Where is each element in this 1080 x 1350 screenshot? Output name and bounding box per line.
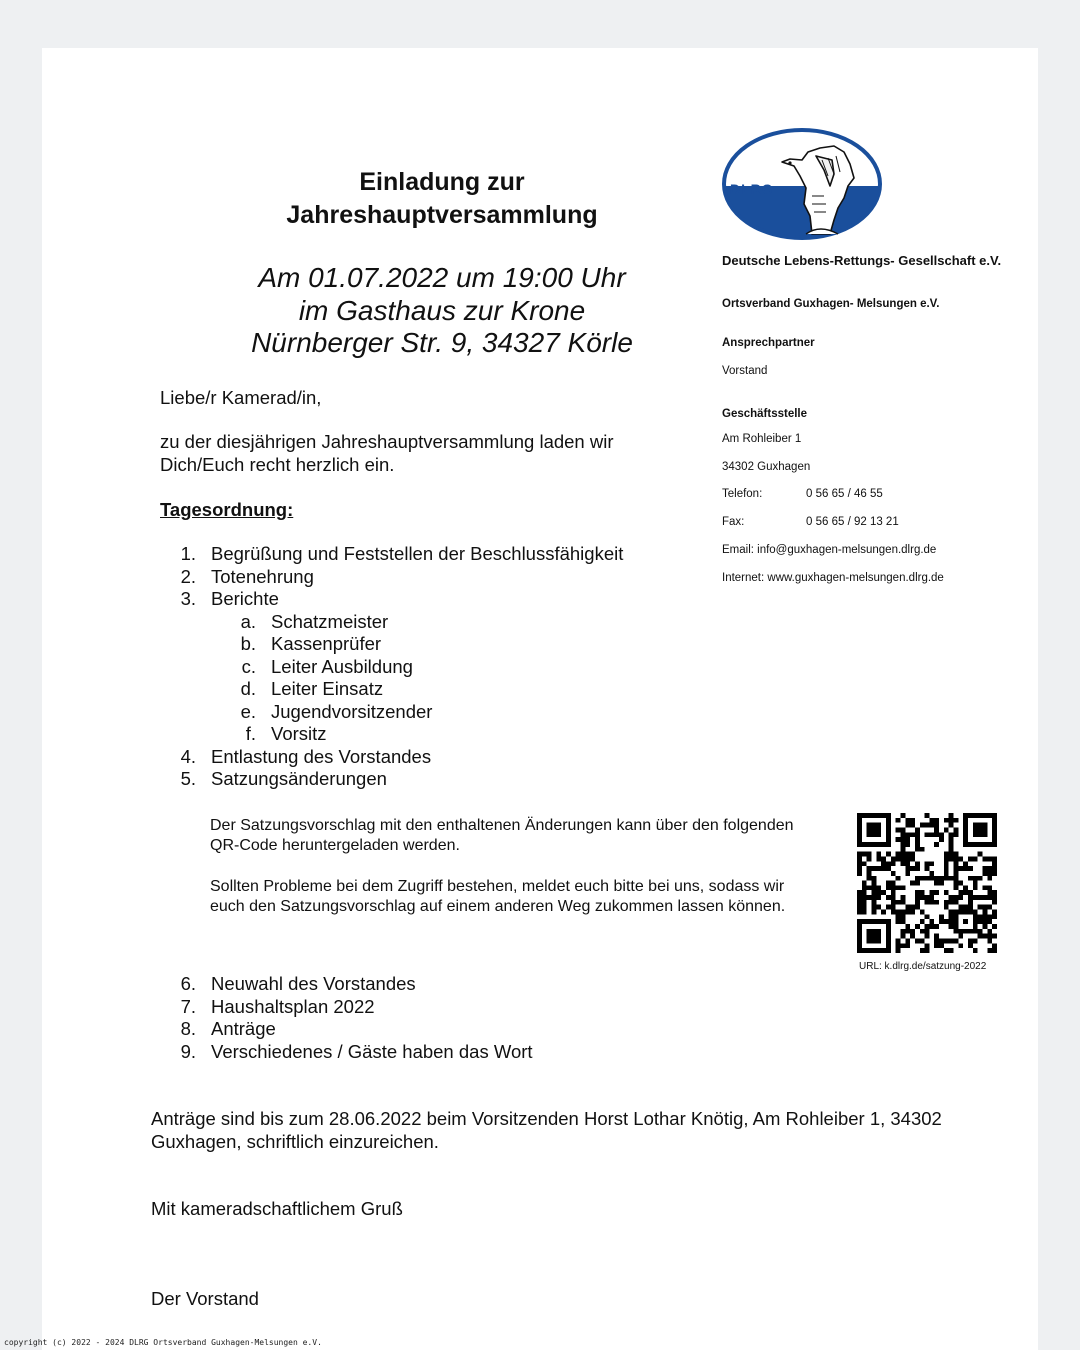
agenda-subitem-letter: f. [245, 723, 256, 744]
agenda-item-text: Berichte [211, 588, 279, 609]
event-address-line: Nürnberger Str. 9, 34327 Körle [251, 327, 633, 358]
agenda-subitem-text: Schatzmeister [271, 611, 389, 632]
agenda-subitem-text: Kassenprüfer [271, 633, 382, 654]
document-page [42, 48, 1038, 1350]
agenda-item-text: Begrüßung und Feststellen der Beschlussfähigkeit [211, 543, 624, 564]
agenda-item-number: 2. [180, 566, 196, 587]
signature: Der Vorstand [151, 1288, 259, 1309]
agenda-subitem-letter: e. [240, 701, 256, 722]
contact-value: Vorstand [722, 365, 768, 377]
agenda-item-number: 9. [180, 1041, 196, 1062]
agenda-item-text: Haushaltsplan 2022 [211, 996, 375, 1017]
local-chapter: Ortsverband Guxhagen- Melsungen e.V. [722, 298, 940, 310]
org-name: Deutsche Lebens-Rettungs- Gesellschaft e.V. [722, 253, 1002, 268]
intro-line-1: zu der diesjährigen Jahreshauptversammlung laden wir [160, 431, 614, 452]
fax-label: Fax: [722, 516, 745, 528]
agenda-item-text: Totenehrung [211, 566, 314, 587]
fax-value: 0 56 65 / 92 13 21 [806, 516, 899, 528]
phone-value: 0 56 65 / 46 55 [806, 488, 883, 500]
agenda-item-text: Neuwahl des Vorstandes [211, 973, 416, 994]
qr-code[interactable] [857, 813, 997, 953]
agenda-subitem-text: Leiter Ausbildung [271, 656, 413, 677]
agenda-item-number: 6. [180, 973, 196, 994]
title-line-2: Jahreshauptversammlung [286, 201, 598, 229]
agenda-subitem-letter: b. [240, 633, 256, 654]
agenda-item-text: Verschiedenes / Gäste haben das Wort [211, 1041, 533, 1062]
agenda-subitem-letter: c. [241, 656, 256, 677]
agenda-item-text: Satzungsänderungen [211, 768, 387, 789]
agenda-item-number: 5. [180, 768, 196, 789]
office-city: 34302 Guxhagen [722, 461, 811, 473]
agenda-item-number: 8. [180, 1018, 196, 1039]
salutation: Liebe/r Kamerad/in, [160, 387, 322, 408]
office-heading: Geschäftsstelle [722, 408, 808, 420]
agenda-item-number: 7. [180, 996, 196, 1017]
contact-heading: Ansprechpartner [722, 337, 815, 349]
agenda-item-number: 1. [180, 543, 196, 564]
agenda-item-text: Anträge [211, 1018, 276, 1039]
intro-line-2: Dich/Euch recht herzlich ein. [160, 454, 395, 475]
dlrg-logo [720, 126, 884, 242]
office-street: Am Rohleiber 1 [722, 433, 802, 445]
deadline-line-1: Anträge sind bis zum 28.06.2022 beim Vorsitzenden Horst Lothar Knötig, Am Rohleiber 1, 34302 [151, 1108, 942, 1129]
agenda-subitem-letter: d. [240, 678, 256, 699]
internet-line: Internet: www.guxhagen-melsungen.dlrg.de [722, 572, 944, 584]
agenda-item-text: Entlastung des Vorstandes [211, 746, 432, 767]
qr-url[interactable]: URL: k.dlrg.de/satzung-2022 [859, 961, 987, 972]
agenda-item-number: 4. [180, 746, 196, 767]
event-venue-line: im Gasthaus zur Krone [298, 295, 586, 326]
logo-text: DLRG [730, 181, 774, 197]
agenda-item-number: 3. [180, 588, 196, 609]
copyright-notice: copyright (c) 2022 - 2024 DLRG Ortsverband Guxhagen-Melsungen e.V. [4, 1338, 322, 1347]
satzung-note: Der Satzungsvorschlag mit den enthaltenen Änderungen kann über den folgenden QR-Code heruntergeladen werden. [210, 817, 794, 854]
phone-label: Telefon: [722, 488, 763, 500]
closing-greeting: Mit kameradschaftlichem Gruß [151, 1198, 403, 1219]
event-date-line: Am 01.07.2022 um 19:00 Uhr [258, 262, 626, 293]
deadline-line-2: Guxhagen, schriftlich einzureichen. [151, 1131, 439, 1152]
agenda-subitem-text: Jugendvorsitzender [271, 701, 433, 722]
agenda-subitem-text: Vorsitz [271, 723, 327, 744]
agenda-subitem-text: Leiter Einsatz [271, 678, 384, 699]
title-line-1: Einladung zur [359, 168, 525, 196]
access-problem-note: Sollten Probleme bei dem Zugriff bestehen, meldet euch bitte bei uns, sodass wir euch den Satzungsvorschlag auf einem anderen Weg zukommen lassen können. [210, 878, 786, 915]
email-line: Email: info@guxhagen-melsungen.dlrg.de [722, 544, 937, 556]
agenda-subitem-letter: a. [240, 611, 256, 632]
agenda-heading: Tagesordnung: [160, 499, 294, 520]
